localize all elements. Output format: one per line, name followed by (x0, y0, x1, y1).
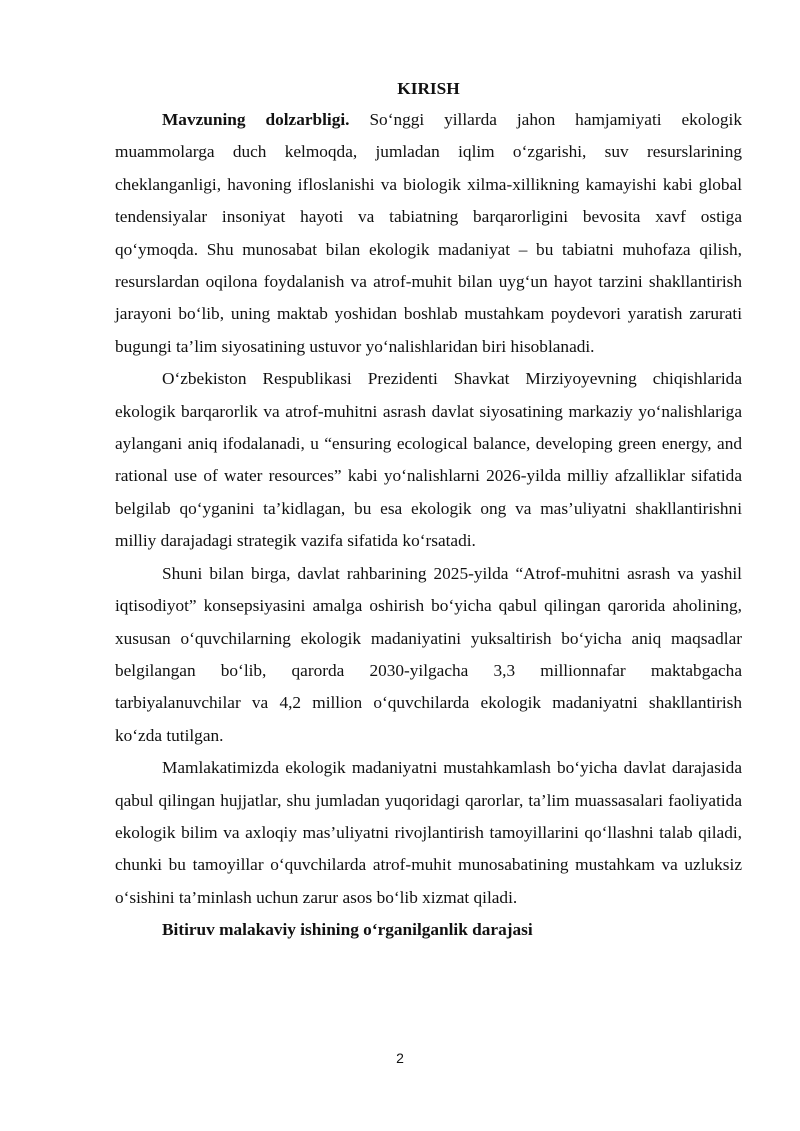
page-number: 2 (396, 1050, 404, 1066)
paragraph-decree: Shuni bilan birga, davlat rahbarining 2025-yilda “Atrof-muhitni asrash va yashil iqtisodiyot” konsepsiyasini amalga oshirish bo‘yicha qabul qilingan qarorida aholining, xususan o‘quvchilarning ekologik madaniyatini yuksaltirish bo‘yicha aniq maqsadlar belgilangan bo‘lib, qarorda 2030-yilgacha 3,3 millionnafar maktabgacha tarbiyalanuvchilar va 4,2 million o‘quvchilarda ekologik madaniyatni shakllantirish ko‘zda tutilgan. (115, 563, 742, 745)
page-content (115, 74, 742, 947)
paragraph-text: So‘nggi yillarda jahon hamjamiyati ekologik muammolarga duch kelmoqda, jumladan iqlim o‘zgarishi, suv resurslarining cheklanganligi, havoning ifloslanishi va biologik xilma-xillikning kamayishi kabi global tendensiyalar insoniyat hayoti va tabiatning barqarorligini bevosita xavf ostiga qo‘ymoqda. Shu munosabat bilan ekologik madaniyat – bu tabiatni muhofaza qilish, resurslardan oqilona foydalanish va atrof-muhit bilan uyg‘un hayot tarzini shakllantirish jarayoni bo‘lib, uning maktab yoshidan boshlab mustahkam poydevori yaratish zarurati bugungi ta’lim siyosatining ustuvor yo‘nalishlaridan biri hisoblanadi. (115, 110, 742, 356)
paragraph-president: O‘zbekiston Respublikasi Prezidenti Shavkat Mirziyoyevning chiqishlarida ekologik barqarorlik va atrof-muhitni asrash davlat siyosatining markaziy yo‘nalishlariga aylangani aniq ifodalanadi, u “ensuring ecological balance, developing green energy, and rational use of water resources” kabi yo‘nalishlarni 2026-yilda milliy afzalliklar sifatida belgilab qo‘yganini ta’kidlagan, bu esa ekologik ong va mas’uliyatni shakllantirishni milliy darajadagi strategik vazifa sifatida ko‘rsatadi. (115, 369, 742, 551)
paragraph-lead: Mavzuning dolzarbligi. (162, 110, 350, 129)
paragraph-documents: Mamlakatimizda ekologik madaniyatni mustahkamlash bo‘yicha davlat darajasida qabul qilingan hujjatlar, shu jumladan yuqoridagi qarorlar, ta’lim muassasalari faoliyatida ekologik bilim va axloqiy mas’uliyatni rivojlantirish tamoyillarini qo‘llashni talab qiladi, chunki bu tamoyillar o‘quvchilarda atrof-muhit munosabatining mustahkam va uzluksiz o‘sishini ta’minlash uchun zarur asos bo‘lib xizmat qiladi. (115, 758, 742, 907)
section-heading: KIRISH (397, 79, 460, 98)
paragraph-relevance (115, 104, 742, 363)
subsection-heading: Bitiruv malakaviy ishining o‘rganilganlik darajasi (162, 920, 533, 940)
